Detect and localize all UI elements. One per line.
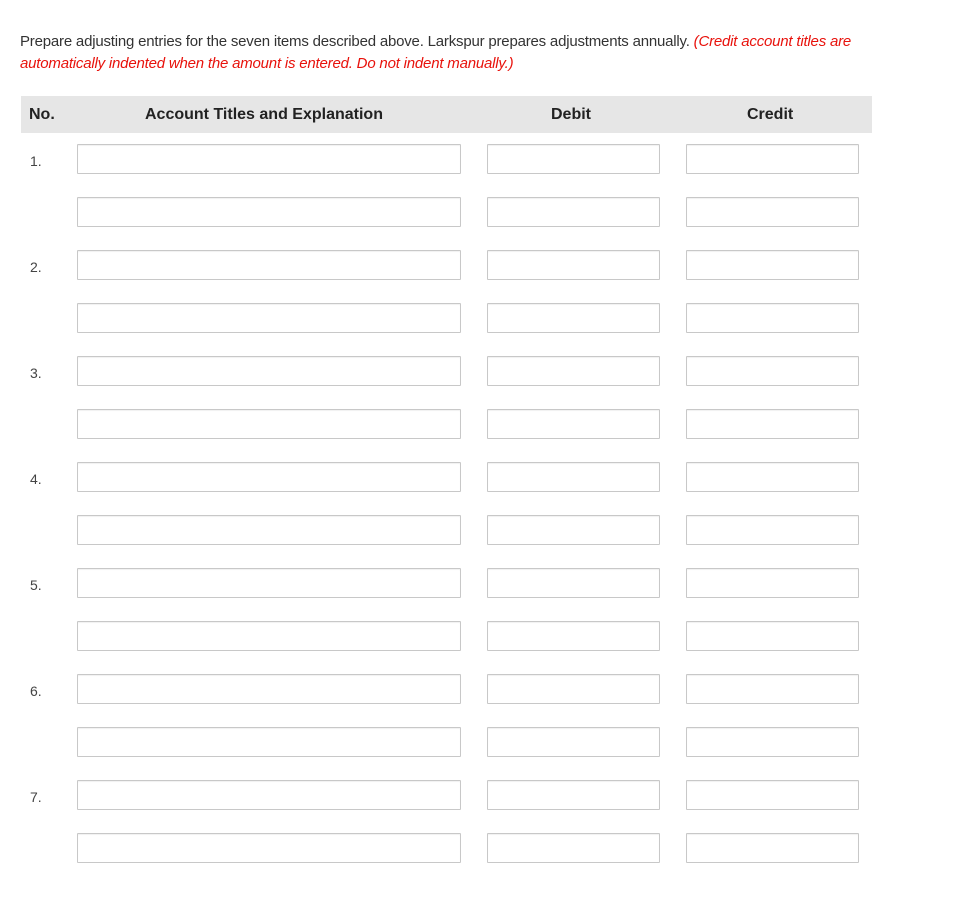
credit-input[interactable] [686, 250, 859, 280]
credit-input[interactable] [686, 780, 859, 810]
entry-number: 2. [30, 259, 42, 275]
instructions [20, 31, 920, 75]
journal-entry-row [21, 568, 872, 602]
instructions-note: (Credit account titles are automatically indented when the amount is entered. Do not indent manually.) [20, 33, 852, 72]
account-title-input[interactable] [77, 303, 461, 333]
credit-input[interactable] [686, 727, 859, 757]
debit-input[interactable] [487, 462, 660, 492]
journal-entry-row [21, 303, 872, 337]
journal-entry-row [21, 727, 872, 761]
debit-input[interactable] [487, 727, 660, 757]
header-debit: Debit [551, 106, 591, 123]
credit-input[interactable] [686, 303, 859, 333]
credit-input[interactable] [686, 462, 859, 492]
journal-entry-row [21, 674, 872, 708]
debit-input[interactable] [487, 409, 660, 439]
account-title-input[interactable] [77, 197, 461, 227]
entry-number: 3. [30, 365, 42, 381]
journal-table-header [21, 96, 872, 133]
debit-input[interactable] [487, 250, 660, 280]
instructions-text: Prepare adjusting entries for the seven items described above. Larkspur prepares adjustments annually. [20, 33, 690, 50]
header-account-titles: Account Titles and Explanation [145, 106, 383, 123]
journal-entry-row [21, 462, 872, 496]
debit-input[interactable] [487, 674, 660, 704]
journal-entry-row [21, 833, 872, 867]
account-title-input[interactable] [77, 409, 461, 439]
account-title-input[interactable] [77, 833, 461, 863]
account-title-input[interactable] [77, 727, 461, 757]
journal-entry-row [21, 409, 872, 443]
debit-input[interactable] [487, 356, 660, 386]
debit-input[interactable] [487, 780, 660, 810]
debit-input[interactable] [487, 197, 660, 227]
journal-entry-row [21, 250, 872, 284]
credit-input[interactable] [686, 568, 859, 598]
credit-input[interactable] [686, 621, 859, 651]
journal-entry-row [21, 780, 872, 814]
entry-number: 7. [30, 789, 42, 805]
account-title-input[interactable] [77, 462, 461, 492]
debit-input[interactable] [487, 568, 660, 598]
entry-number: 4. [30, 471, 42, 487]
account-title-input[interactable] [77, 621, 461, 651]
credit-input[interactable] [686, 674, 859, 704]
credit-input[interactable] [686, 409, 859, 439]
entry-number: 5. [30, 577, 42, 593]
debit-input[interactable] [487, 833, 660, 863]
account-title-input[interactable] [77, 250, 461, 280]
credit-input[interactable] [686, 144, 859, 174]
credit-input[interactable] [686, 356, 859, 386]
account-title-input[interactable] [77, 568, 461, 598]
journal-entry-row [21, 144, 872, 178]
account-title-input[interactable] [77, 144, 461, 174]
header-credit: Credit [747, 106, 794, 123]
account-title-input[interactable] [77, 356, 461, 386]
debit-input[interactable] [487, 515, 660, 545]
credit-input[interactable] [686, 833, 859, 863]
entry-number: 6. [30, 683, 42, 699]
credit-input[interactable] [686, 515, 859, 545]
header-no: No. [29, 106, 55, 123]
account-title-input[interactable] [77, 674, 461, 704]
journal-entry-row [21, 621, 872, 655]
account-title-input[interactable] [77, 780, 461, 810]
debit-input[interactable] [487, 144, 660, 174]
journal-entry-row [21, 197, 872, 231]
entry-number: 1. [30, 153, 42, 169]
credit-input[interactable] [686, 197, 859, 227]
journal-entry-row [21, 515, 872, 549]
debit-input[interactable] [487, 303, 660, 333]
journal-entry-row [21, 356, 872, 390]
account-title-input[interactable] [77, 515, 461, 545]
debit-input[interactable] [487, 621, 660, 651]
